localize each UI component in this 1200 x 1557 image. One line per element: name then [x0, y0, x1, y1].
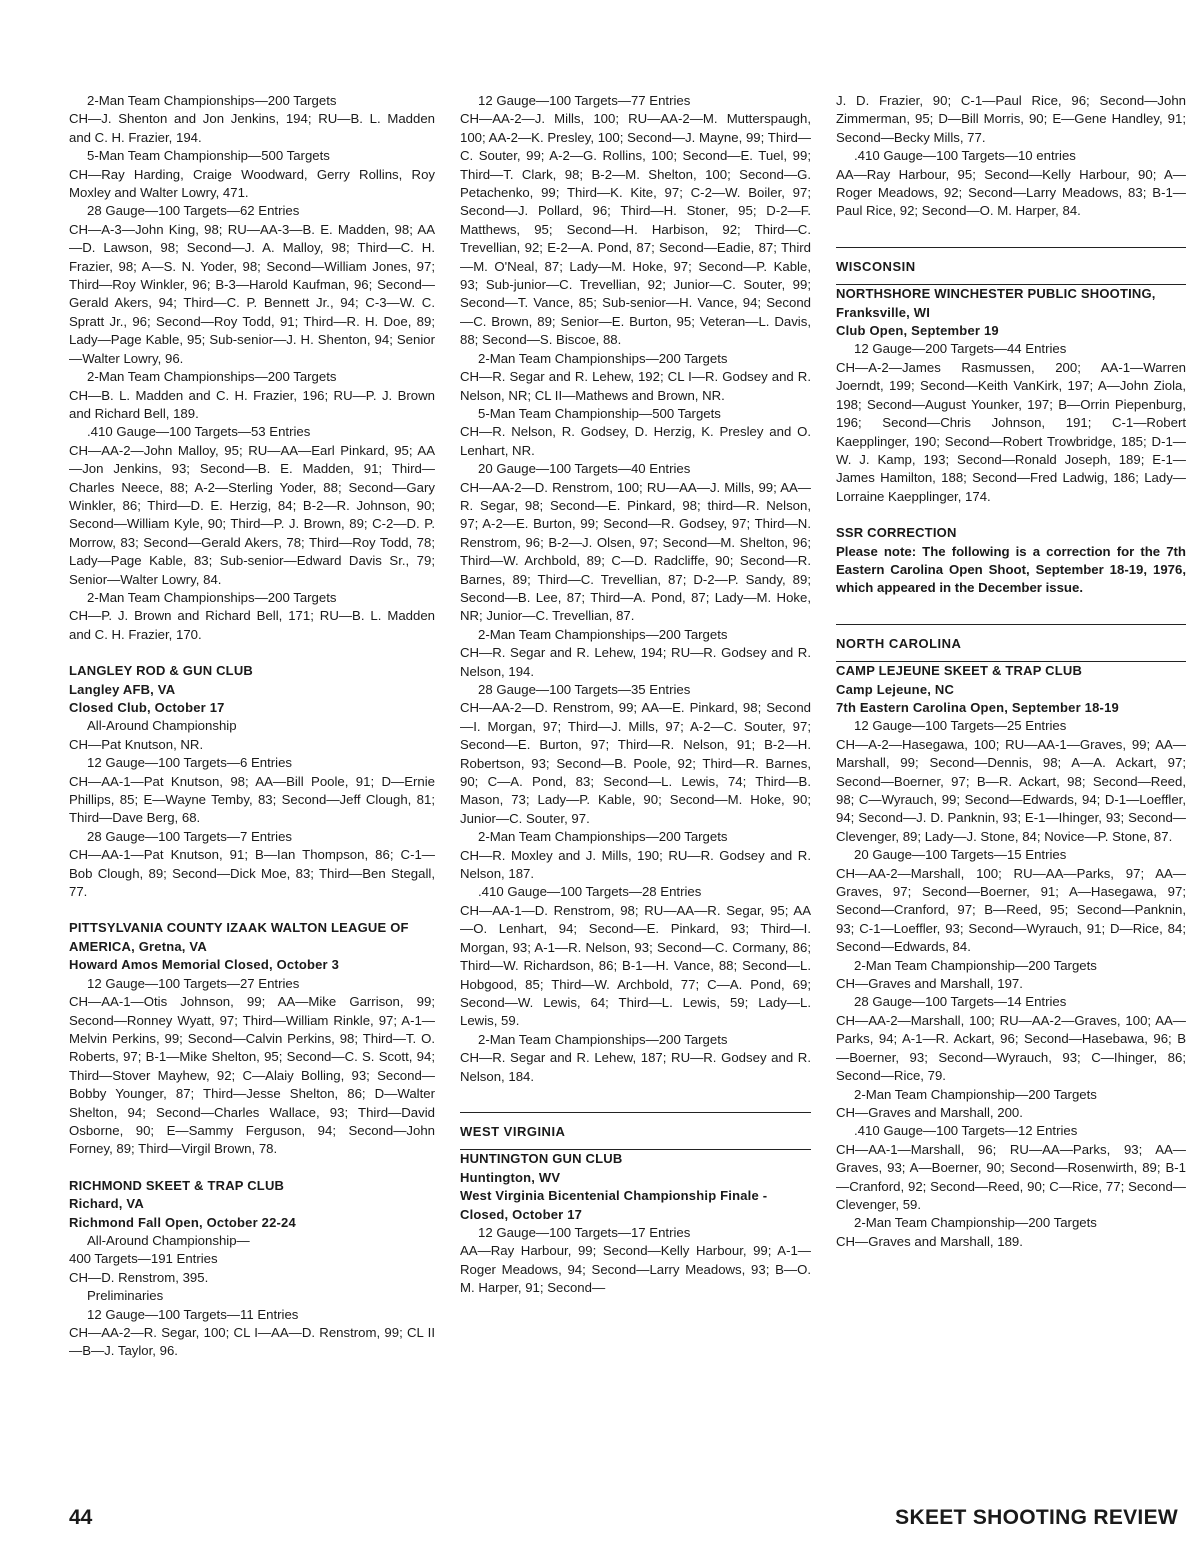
- section-heading: All-Around Championship: [87, 718, 237, 734]
- result-paragraph: CH—AA-2—Marshall, 100; RU—AA—Parks, 97; AA—Graves, 97; Second—Boerner, 91; A—Hasegawa, 97; Second—Cranford, 97; B—Reed, 95; Second—Panknin, 93; C-1—Loeffler, 93; Second—Wyrauch, 91; D—Rice, 84; Second—Edwards, 84.: [836, 865, 1186, 955]
- section-heading: 12 Gauge—100 Targets—11 Entries: [87, 1306, 299, 1322]
- section-heading: 2-Man Team Championship—200 Targets: [854, 1215, 1097, 1231]
- result-paragraph: CH—R. Moxley and J. Mills, 190; RU—R. Godsey and R. Nelson, 187.: [460, 847, 811, 882]
- club-heading: Club Open, September 19: [836, 323, 999, 339]
- section-heading: 5-Man Team Championship—500 Targets: [87, 148, 330, 164]
- section-heading: 20 Gauge—100 Targets—15 Entries: [854, 847, 1067, 863]
- section-heading: 2-Man Team Championships—200 Targets: [478, 626, 728, 642]
- result-paragraph: CH—B. L. Madden and C. H. Frazier, 196; RU—P. J. Brown and Richard Bell, 189.: [69, 387, 435, 421]
- result-paragraph: CH—AA-2—D. Renstrom, 99; AA—E. Pinkard, 98; Second—I. Morgan, 97; Third—J. Mills, 97; A-2—C. Souter, 97; Second—E. Burton, 97; Third—R. Nelson, 91; B-2—H. Robertson, 93; Second—B. Poole, 92; Third—R. Barnes, 90; C—A. Pond, 83; Second—L. Lewis, 74; Third—B. Mason, 73; Lady—P. Kable, 90; Second—M. Hoke, 90; Junior—C. Souter, 97.: [460, 700, 811, 826]
- club-heading: Closed Club, October 17: [69, 700, 225, 715]
- result-paragraph: CH—A-2—James Rasmussen, 200; AA-1—Warren Joerndt, 199; Second—Keith VanKirk, 197; A—John Ziola, 198; Second—August Younker, 197; B—Orrin Piepenburg, 196; Second—Chris Johnson, 191; C-1—Robert Kaepplinger, 190; Second—Robert Trowbridge, 185; D-1—W. J. Kamp, 193; Second—Ronald Joseph, 189; E-1—James Hamilton, 188; Second—Fred Ladwig, 186; Lady—Lorraine Kaepplinger, 174.: [836, 359, 1186, 504]
- result-paragraph: CH—Pat Knutson, NR.: [69, 736, 204, 752]
- section-heading: 2-Man Team Championships—200 Targets: [478, 1031, 728, 1047]
- column-2: [460, 92, 811, 1298]
- column-3: [836, 92, 1186, 1251]
- section-heading: 12 Gauge—200 Targets—44 Entries: [854, 341, 1067, 357]
- result-paragraph: CH—Graves and Marshall, 189.: [836, 1233, 1023, 1249]
- result-paragraph: CH—Graves and Marshall, 197.: [836, 976, 1023, 992]
- section-heading: 2-Man Team Championships—200 Targets: [87, 589, 337, 605]
- section-heading: 2-Man Team Championship—200 Targets: [854, 1086, 1097, 1102]
- result-paragraph: CH—AA-2—Marshall, 100; RU—AA-2—Graves, 100; AA—Parks, 94; A-1—R. Ackart, 96; Second—Hasebawa, 96; B—Boerner, 93; Second—Wyrauch, 93; C—Ihinger, 86; Second—Rice, 79.: [836, 1012, 1186, 1084]
- section-heading: 2-Man Team Championships—200 Targets: [87, 93, 337, 108]
- result-paragraph: AA—Ray Harbour, 95; Second—Kelly Harbour, 90; A—Roger Meadows, 92; Second—Larry Meadows, 83; B-1—Paul Rice, 92; Second—O. M. Harper, 84.: [836, 166, 1186, 219]
- section-heading: 2-Man Team Championship—200 Targets: [854, 957, 1097, 973]
- section-heading: 28 Gauge—100 Targets—14 Entries: [854, 994, 1067, 1010]
- state-heading: WEST VIRGINIA: [460, 1112, 811, 1150]
- result-paragraph: CH—P. J. Brown and Richard Bell, 171; RU—B. L. Madden and C. H. Frazier, 170.: [69, 608, 435, 642]
- section-heading: 12 Gauge—100 Targets—6 Entries: [87, 755, 293, 771]
- club-heading: West Virginia Bicentenial Championship Finale - Closed, October 17: [460, 1188, 768, 1222]
- club-heading: SSR CORRECTION: [836, 525, 957, 541]
- section-heading: .410 Gauge—100 Targets—10 entries: [854, 148, 1076, 164]
- result-paragraph: CH—A-2—Hasegawa, 100; RU—AA-1—Graves, 99; AA—Marshall, 99; Second—Dennis, 98; A—A. Ackart, 97; Second—Boerner, 97; B—R. Ackart, 98; Second—Reed, 98; C—Wyrauch, 99; Second—Edwards, 94; D-1—Loeffler, 94; Second—J. D. Panknin, 93; E-1—Ihinger, 93; Second—Clevenger, 89; Lady—J. Stone, 84; Novice—P. Stone, 87.: [836, 736, 1186, 844]
- section-heading: .410 Gauge—100 Targets—28 Entries: [478, 884, 702, 900]
- section-heading: 2-Man Team Championships—200 Targets: [478, 829, 728, 845]
- section-heading: Preliminaries: [87, 1288, 164, 1304]
- result-paragraph: CH—Graves and Marshall, 200.: [836, 1104, 1023, 1120]
- result-paragraph: CH—D. Renstrom, 395.: [69, 1269, 209, 1285]
- club-heading: Huntington, WV: [460, 1169, 561, 1185]
- magazine-title: SKEET SHOOTING REVIEW: [895, 1506, 1178, 1529]
- result-paragraph: CH—Ray Harding, Craige Woodward, Gerry Rollins, Roy Moxley and Walter Lowry, 471.: [69, 166, 435, 201]
- result-paragraph: AA—Ray Harbour, 99; Second—Kelly Harbour, 99; A-1—Roger Meadows, 94; Second—Larry Meadows, 93; B—O. M. Harper, 91; Second—: [460, 1243, 811, 1296]
- club-heading: Richard, VA: [69, 1196, 144, 1212]
- section-heading: 2-Man Team Championships—200 Targets: [87, 369, 337, 385]
- section-heading: 12 Gauge—100 Targets—77 Entries: [478, 93, 691, 108]
- column-1: [69, 92, 435, 1361]
- result-paragraph: CH—AA-1—Otis Johnson, 99; AA—Mike Garrison, 99; Second—Ronney Wyatt, 97; Third—William Rinkle, 97; A-1—Melvin Perkins, 99; Second—Calvin Perkins, 98; Third—T. O. Roberts, 97; B-1—Mike Shelton, 95; Second—C. S. Scott, 94; Third—Stover Mayhew, 92; C—Alaiy Bolling, 93; Second—Bobby Younger, 87; Third—Jesse Shelton, 86; D—Walter Shelton, 94; Second—Charles Wallace, 93; Third—David Osborne, 90; E—Sammy Ferguson, 94; Second—John Forney, 89; Third—Virgil Brown, 78.: [69, 994, 435, 1157]
- result-paragraph: CH—AA-1—Pat Knutson, 98; AA—Bill Poole, 91; D—Ernie Phillips, 85; E—Wayne Temby, 83; Second—Jeff Clough, 81; Third—Dave Berg, 68.: [69, 773, 435, 826]
- section-heading: 28 Gauge—100 Targets—62 Entries: [87, 203, 300, 219]
- section-heading: .410 Gauge—100 Targets—12 Entries: [854, 1123, 1078, 1139]
- result-paragraph: CH—AA-2—John Malloy, 95; RU—AA—Earl Pinkard, 95; AA—Jon Jenkins, 93; Second—B. E. Madden, 91; Third—Charles Neece, 88; A-2—Sterling Yoder, 88; Second—Gary Winkler, 86; Third—D. E. Herzig, 84; B-2—R. Johnson, 90; Second—William Kyle, 90; Third—P. J. Brown, 89; C-2—D. P. Morrow, 83; Second—Gerald Akers, 78; Third—Roy Todd, 78; Lady—Page Kable, 83; Sub-senior—Edward Davis Sr., 79; Senior—Walter Lowry, 84.: [69, 442, 435, 587]
- result-paragraph: CH—J. Shenton and Jon Jenkins, 194; RU—B. L. Madden and C. H. Frazier, 194.: [69, 111, 435, 145]
- page-number: 44: [69, 1506, 93, 1529]
- club-heading: LANGLEY ROD & GUN CLUB: [69, 663, 253, 679]
- section-heading: 28 Gauge—100 Targets—35 Entries: [478, 682, 691, 697]
- club-heading: HUNTINGTON GUN CLUB: [460, 1151, 623, 1167]
- club-heading: NORTHSHORE WINCHESTER PUBLIC SHOOTING, Franksville, WI: [836, 286, 1156, 320]
- result-paragraph: J. D. Frazier, 90; C-1—Paul Rice, 96; Second—John Zimmerman, 95; D—Bill Morris, 90; E—Gene Handley, 91; Second—Becky Mills, 77.: [836, 93, 1186, 145]
- result-paragraph: CH—AA-1—Pat Knutson, 91; B—Ian Thompson, 86; C-1—Bob Clough, 89; Second—Dick Moe, 83; Third—Ben Stegall, 77.: [69, 847, 435, 900]
- club-heading: Camp Lejeune, NC: [836, 681, 955, 697]
- section-heading: All-Around Championship—: [87, 1232, 250, 1248]
- result-paragraph: CH—AA-1—D. Renstrom, 98; RU—AA—R. Segar, 95; AA—O. Lenhart, 94; Second—E. Pinkard, 93; Third—I. Morgan, 93; A-1—R. Nelson, 93; Second—C. Cormany, 86; Third—W. Richardson, 86; B-1—H. Vance, 88; Second—L. Hobgood, 85; Third—W. Archbold, 77; C—A. Pond, 69; Second—W. Lewis, 64; Third—L. Lewis, 59; Lady—L. Lewis, 59.: [460, 902, 811, 1029]
- club-heading: CAMP LEJEUNE SKEET & TRAP CLUB: [836, 663, 1083, 679]
- result-paragraph: CH—AA-2—D. Renstrom, 100; RU—AA—J. Mills, 99; AA—R. Segar, 98; Second—E. Pinkard, 98; third—R. Nelson, 97; A-2—E. Burton, 99; Second—R. Godsey, 97; Third—N. Renstrom, 96; B-2—J. Olsen, 97; Second—M. Shelton, 96; Third—W. Archbold, 89; C—D. Radcliffe, 90; Second—R. Barnes, 89; Third—C. Trevellian, 87; D-2—P. Sandy, 89; Second—B. Lee, 87; Third—A. Pond, 87; Lady—M. Hoke, NR; Junior—C. Trevellian, 87.: [460, 479, 811, 624]
- club-heading: Howard Amos Memorial Closed, October 3: [69, 957, 340, 973]
- club-heading: 7th Eastern Carolina Open, September 18-19: [836, 699, 1119, 715]
- result-paragraph: CH—R. Segar and R. Lehew, 192; CL I—R. Godsey and R. Nelson, NR; CL II—Mathews and Brown, NR.: [460, 369, 811, 403]
- section-heading: 2-Man Team Championships—200 Targets: [478, 350, 728, 366]
- section-heading: 12 Gauge—100 Targets—27 Entries: [87, 975, 300, 991]
- section-heading: 5-Man Team Championship—500 Targets: [478, 405, 721, 421]
- result-paragraph: CH—A-3—John King, 98; RU—AA-3—B. E. Madden, 98; AA—D. Lawson, 98; Second—J. A. Malloy, 98; Third—C. H. Frazier, 98; A—S. N. Yoder, 98; Second—William Jones, 97; Third—Roy Winkler, 96; B-3—Harold Kaufman, 96; Second—Gerald Akers, 94; Third—C. P. Bennett Jr., 94; C-3—W. C. Spratt Jr., 96; Second—Roy Todd, 91; Third—R. H. Doe, 89; Lady—Page Kable, 95; Sub-senior—J. H. Shenton, 94; Senior—Walter Lowry, 96.: [69, 221, 435, 366]
- section-heading: .410 Gauge—100 Targets—53 Entries: [87, 424, 311, 440]
- club-heading: Richmond Fall Open, October 22-24: [69, 1214, 296, 1230]
- section-heading: 12 Gauge—100 Targets—17 Entries: [478, 1224, 691, 1240]
- result-paragraph: CH—AA-1—Marshall, 96; RU—AA—Parks, 93; AA—Graves, 93; A—Boerner, 90; Second—Rosenwirth, 89; B-1—Cranford, 92; Second—Reed, 90; C—Rice, 77; Second—Clevenger, 59.: [836, 1141, 1186, 1212]
- section-heading: 28 Gauge—100 Targets—7 Entries: [87, 828, 293, 844]
- section-heading: 12 Gauge—100 Targets—25 Entries: [854, 718, 1067, 734]
- result-paragraph: CH—R. Nelson, R. Godsey, D. Herzig, K. Presley and O. Lenhart, NR.: [460, 424, 811, 458]
- result-paragraph: CH—R. Segar and R. Lehew, 187; RU—R. Godsey and R. Nelson, 184.: [460, 1050, 811, 1084]
- state-heading: NORTH CAROLINA: [836, 624, 1186, 662]
- result-paragraph: 400 Targets—191 Entries: [69, 1251, 218, 1267]
- result-paragraph: CH—AA-2—R. Segar, 100; CL I—AA—D. Renstrom, 99; CL II—B—J. Taylor, 96.: [69, 1325, 435, 1359]
- club-heading: PITTSYLVANIA COUNTY IZAAK WALTON LEAGUE OF AMERICA, Gretna, VA: [69, 920, 409, 954]
- club-heading: Langley AFB, VA: [69, 681, 176, 697]
- section-heading: 20 Gauge—100 Targets—40 Entries: [478, 461, 691, 477]
- result-paragraph: CH—R. Segar and R. Lehew, 194; RU—R. Godsey and R. Nelson, 194.: [460, 645, 811, 679]
- state-heading: WISCONSIN: [836, 247, 1186, 285]
- result-paragraph: CH—AA-2—J. Mills, 100; RU—AA-2—M. Mutterspaugh, 100; AA-2—K. Presley, 100; Second—J. Mayne, 99; Third—C. Souter, 99; A-2—G. Rollins, 100; Second—E. Tuel, 99; Third—T. Clark, 98; B-2—M. Shelton, 100; Second—G. Petachenko, 99; Third—K. Kite, 97; C-2—W. Boiler, 97; Second—J. Pollard, 96; Third—H. Stoner, 95; D-2—F. Matthews, 95; Second—H. Harbison, 92; Third—C. Trevellian, 92; E-2—A. Pond, 87; Second—Eadie, 87; Third—M. O'Neal, 87; Lady—M. Hoke, 97; Second—P. Kable, 93; Sub-junior—C. Trevellian, 92; Junior—C. Souter, 99; Second—T. Vance, 85; Sub-senior—H. Vance, 94; Second—C. Brown, 89; Senior—E. Burton, 95; Veteran—L. Davis, 88; Second—S. Biscoe, 88.: [460, 111, 811, 348]
- club-heading: RICHMOND SKEET & TRAP CLUB: [69, 1177, 285, 1193]
- correction-note: Please note: The following is a correction for the 7th Eastern Carolina Open Shoot, September 18-19, 1976, which appeared in the December issue.: [836, 543, 1186, 596]
